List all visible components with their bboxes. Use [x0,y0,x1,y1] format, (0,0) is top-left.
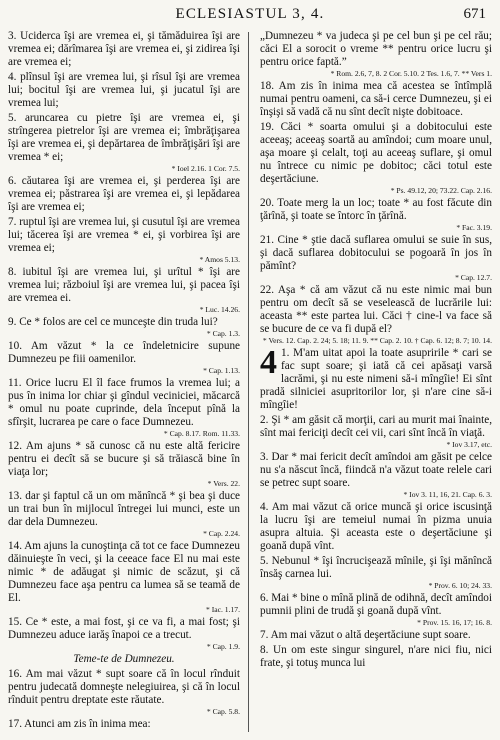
verse [260,592,492,627]
cross-reference: * Cap. 12.7. [455,273,492,282]
verse [260,501,492,553]
verse [260,344,492,412]
verse-text: „Dumnezeu * va judeca şi pe cel bun şi pe cel rău; căci El a sorocit o vreme ** pentru orice lucru şi pentru orice faptă.” [260,30,492,68]
verse-text: 2. Şi * am găsit că morţii, cari au murit mai înainte, sînt mai fericiţi decît cei vii, cari sînt încă în viaţă. [260,414,492,439]
verse [8,266,240,314]
verse [8,216,240,264]
verse-text: 11. Orice lucru El îl face frumos la vremea lui; a pus în inima lor chiar şi gîndul veciniciei, măcarcă * omul nu poate cuprinde, dela început pînă la sfîrşit, lucrarea pe care o face Dumnezeu. [8,377,240,428]
verse-text: 18. Am zis în inima mea că acestea se întîmplă numai pentru oameni, ca să-i cerce Dumnezeu, şi ei înşişi să vadă că nu sînt decît nişte dobitoace. [260,80,492,118]
verse [8,668,240,716]
verse-text: 17. Atunci am zis în inima mea: [8,718,151,730]
verse-text: 4. Am mai văzut că orice muncă şi orice iscusinţă la lucru îşi are temeiul numai în pizma unuia asupra altuia. Şi aceasta este o deşertăciune şi goană după vînt. [260,501,492,552]
cross-reference: * Cap. 8.17. Rom. 11.33. [163,429,240,438]
verse-text: 6. Mai * bine o mînă plină de odihnă, decît amîndoi pumnii plini de trudă şi goană după vînt. [260,592,492,617]
verse [260,234,492,282]
verse-text: 8. Un om este singur singurel, n'are nici fiu, nici frate, şi totuş munca lui [260,644,492,669]
cross-reference: * Cap. 5.8. [206,707,240,716]
verse [260,80,492,119]
cross-reference: * Prov. 6. 10; 24. 33. [428,581,492,590]
verse-text: 12. Am ajuns * să cunosc că nu este altă fericire pentru ei decît să se bucure şi să trăiască bine în viaţa lor; [8,440,240,478]
verse [260,30,492,78]
verse-text: 5. aruncarea cu pietre îşi are vremea ei, şi strîngerea pietrelor îşi are vremea ei; îmbrăţişarea îşi are vremea ei, şi depărtarea de îmbrăţişări îşi are vremea * ei; [8,112,240,163]
cross-reference: * Prov. 15. 16, 17; 16. 8. [417,618,492,627]
right-column [260,30,492,736]
verse [8,71,240,110]
verse-text: 8. iubitul îşi are vremea lui, şi urîtul * îşi are vremea lui; războiul îşi are vremea lui, şi pacea îşi are vremea ei. [8,266,240,304]
chapter-number: 4 [260,344,277,381]
verse-text: 21. Cine * ştie dacă suflarea omului se suie în sus, şi dacă suflarea dobitocului se pogoară în jos în pămînt? [260,234,492,272]
verse [260,644,492,670]
verse [8,175,240,214]
verse [8,490,240,538]
verse-text: 20. Toate merg la un loc; toate * au fost făcute din ţărînă, şi toate se întorc în ţărînă. [260,197,492,222]
verse-text: 3. Uciderca îşi are vremea ei, şi tămăduirea îşi are vremea ei; dărîmarea îşi are vremea ei, şi zidirea îşi are vremea ei; [8,30,240,68]
verse-text: 15. Ce * este, a mai fost, şi ce va fi, a mai fost; şi Dumnezeu aduce iarăş înapoi ce a trecut. [8,616,240,641]
verse [260,451,492,499]
verse-text: 6. căutarea îşi are vremea ei, şi perderea îşi are vremea ei; păstrarea îşi are vremea ei, şi lepădarea îşi are vremea ei; [8,175,240,213]
cross-reference: * Iov 3. 11, 16, 21. Cap. 6. 3. [403,490,492,499]
verse [260,284,492,345]
column-divider [248,32,249,732]
cross-reference: * Cap. 1.13. [203,366,240,375]
verse-text: 7. ruptul îşi are vremea lui, şi cusutul îşi are vremea lui; tăcerea îşi are vremea * ei, şi vorbirea îşi are vremea ei; [8,216,240,254]
page-number: 671 [463,6,486,22]
verse-text: 10. Am văzut * la ce îndeletnicire supune Dumnezeu pe fiii oamenilor. [8,340,240,365]
cross-reference: * Amos 5.13. [199,255,240,264]
running-title: ECLESIASTUL 3, 4. [175,6,325,22]
verse-text: 3. Dar * mai fericit decît amîndoi am găsit pe celce nu s'a născut încă, fiindcă n'a văzut toate relele cari se petrec supt soare. [260,451,492,489]
verse [8,112,240,173]
verse [8,316,240,338]
verse [8,616,240,651]
verse-text: 16. Am mai văzut * supt soare că în locul rînduit pentru judecată domneşte nelegiuirea, şi că în locul rînduit pentru dreptate este răutate. [8,668,240,706]
verse-text: 1. M'am uitat apoi la toate asupririle * cari se fac supt soare; şi iată că cei apăsaţi varsă lacrămi, şi nu este nimeni să-i mîngîie! Ei sînt pradă silniciei asupritorilor lor, şi n'are cine să-i mîngîie! [260,347,492,411]
verse [260,555,492,590]
cross-reference: * Cap. 1.3. [206,329,240,338]
cross-reference: * Iov 3.17, etc. [446,440,492,449]
verse-text: 7. Am mai văzut o altă deşertăciune supt soare. [260,629,471,641]
cross-reference: * Fac. 3.19. [456,223,492,232]
verse [260,414,492,449]
verse [8,30,240,69]
cross-reference: * Ps. 49.12, 20; 73.22. Cap. 2.16. [390,186,492,195]
cross-reference: * Rom. 2.6, 7, 8. 2 Cor. 5.10. 2 Tes. 1.6, 7. ** Vers 1. [330,69,492,78]
verse-text: 4. plînsul îşi are vremea lui, şi rîsul îşi are vremea lui; bocitul îşi are vremea lui, şi jucatul îşi are vremea lui; [8,71,240,109]
cross-reference: * Iac. 1.17. [206,605,240,614]
verse [260,197,492,232]
verse [8,340,240,375]
cross-reference: * Vers. 22. [207,479,240,488]
cross-reference: * Luc. 14.26. [199,305,240,314]
verse [8,377,240,438]
verse-text: 9. Ce * folos are cel ce munceşte din truda lui? [8,316,218,328]
cross-reference: * Vers. 12. Cap. 2. 24; 5. 18; 11. 9. ** Cap. 2. 10. † Cap. 6. 12; 8. 7; 10. 14. [262,336,492,345]
cross-reference: * Ioel 2.16. 1 Cor. 7.5. [171,164,240,173]
section-heading: Teme-te de Dumnezeu. [73,653,175,665]
verse [8,540,240,614]
page-header [0,6,500,28]
verse-text: 22. Aşa * că am văzut că nu este nimic mai bun pentru om decît să se veselească de lucrările lui: aceasta ** este partea lui. Căci † cine-l va face să se bucure de ce va fi după el? [260,284,492,335]
cross-reference: * Cap. 1.9. [206,642,240,651]
cross-reference: * Cap. 2.24. [203,529,240,538]
verse-text: 19. Căci * soarta omului şi a dobitocului este aceeaş; aceeaş soartă au amîndoi; cum moare unul, aşa moare şi celalt, toţi au aceeaş suflare, şi omul nu întrece cu nimic pe dobitoc; căci totul este deşertăciune. [260,121,492,185]
verse [8,440,240,488]
left-column [8,30,240,736]
verse-text: 13. dar şi faptul că un om mănîncă * şi bea şi duce un trai bun în mijlocul întregei lui munci, este un dar dela Dumnezeu. [8,490,240,528]
verse [8,718,240,731]
verse [260,629,492,642]
verse-text: 5. Nebunul * îşi încrucişează mînile, şi îşi mănîncă însăş carnea lui. [260,555,492,580]
verse [260,121,492,195]
verse-text: 14. Am ajuns la cunoştinţa că tot ce face Dumnezeu dăinuieşte în veci, şi la ceeace face El nu mai este nimic * de adăugat şi nimic de scăzut, şi că Dumnezeu face aşa pentru ca lumea să se teamă de El. [8,540,240,604]
